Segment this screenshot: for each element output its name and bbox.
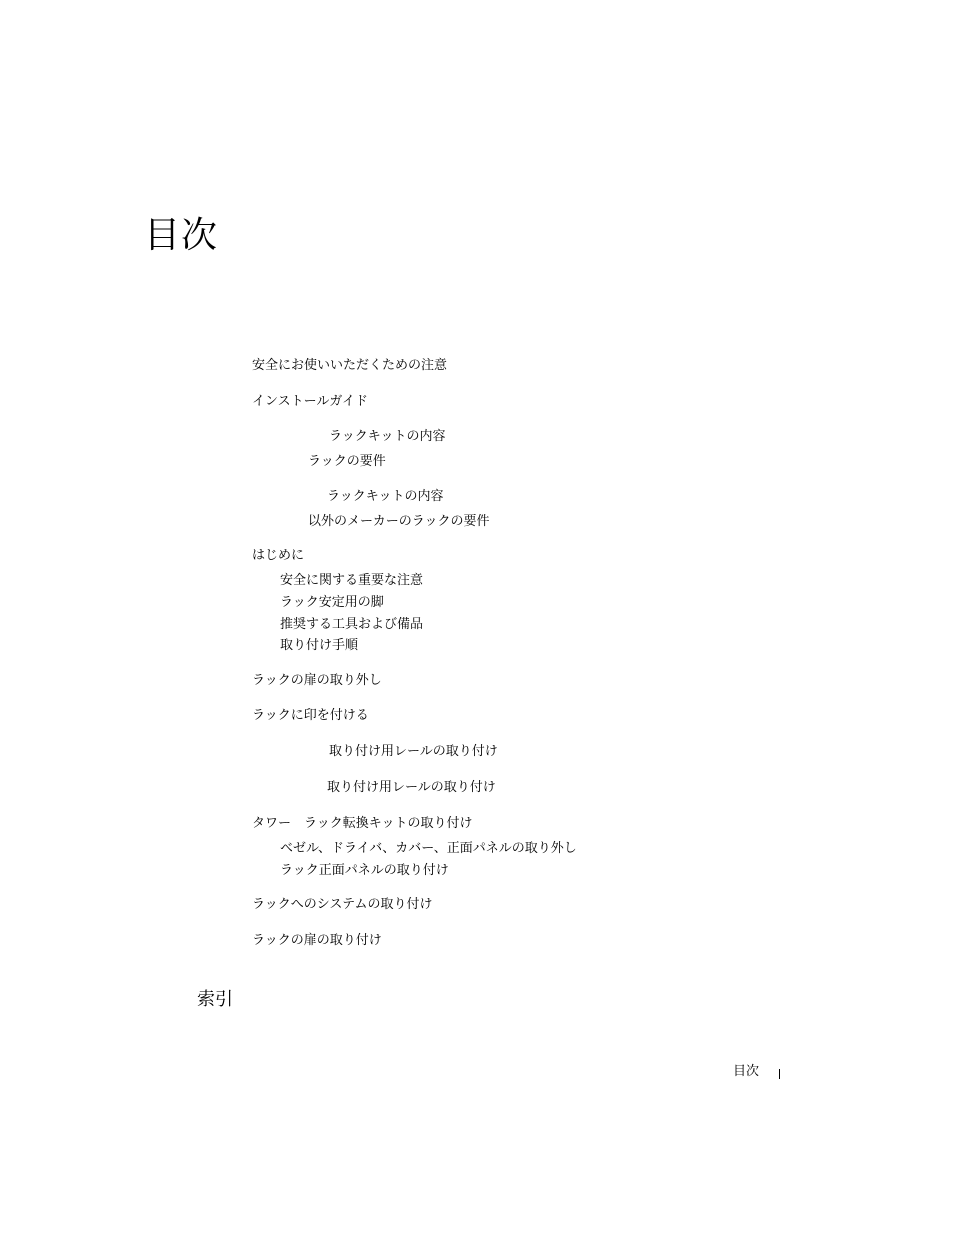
index-heading[interactable]: 索引 xyxy=(197,989,233,1010)
toc-entry-safety-notes[interactable]: 安全にお使いいただくための注意 xyxy=(252,358,448,373)
toc-entry-mark-the-rack[interactable]: ラックに印を付ける xyxy=(252,708,369,723)
toc-entry-install-mounting-rails-2[interactable]: 取り付け用レールの取り付け xyxy=(327,780,496,795)
toc-entry-recommended-tools[interactable]: 推奨する工具および備品 xyxy=(280,617,424,632)
footer-label: 目次 xyxy=(733,1064,760,1079)
toc-entry-remove-bezel-drives-cover-panel[interactable]: ベゼル、ドライバ、カバー、正面パネルの取り外し xyxy=(280,841,577,856)
toc-entry-important-safety-notes[interactable]: 安全に関する重要な注意 xyxy=(280,573,424,588)
toc-entry-installation-steps[interactable]: 取り付け手順 xyxy=(280,638,359,653)
toc-entry-rack-stabilizer-feet[interactable]: ラック安定用の脚 xyxy=(280,595,384,610)
toc-entry-remove-rack-doors[interactable]: ラックの扉の取り外し xyxy=(252,673,382,688)
toc-entry-install-rack-doors[interactable]: ラックの扉の取り付け xyxy=(252,933,382,948)
toc-entry-tower-rack-conversion-kit[interactable]: タワー ラック転換キットの取り付け xyxy=(252,816,473,831)
toc-entry-install-mounting-rails[interactable]: 取り付け用レールの取り付け xyxy=(329,744,498,759)
toc-entry-rack-requirements[interactable]: ラックの要件 xyxy=(308,454,386,469)
toc-entry-install-rack-front-panel[interactable]: ラック正面パネルの取り付け xyxy=(280,863,449,878)
toc-entry-install-system-in-rack[interactable]: ラックへのシステムの取り付け xyxy=(252,897,433,912)
page-title: 目次 xyxy=(144,215,219,256)
toc-entry-install-guide[interactable]: インストールガイド xyxy=(252,394,368,409)
footer-separator xyxy=(779,1069,780,1079)
toc-entry-third-party-rack-requirements[interactable]: 以外のメーカーのラックの要件 xyxy=(308,514,490,529)
toc-entry-introduction[interactable]: はじめに xyxy=(252,548,305,563)
toc-entry-rack-kit-contents-2[interactable]: ラックキットの内容 xyxy=(327,489,444,504)
toc-entry-rack-kit-contents[interactable]: ラックキットの内容 xyxy=(329,429,446,444)
